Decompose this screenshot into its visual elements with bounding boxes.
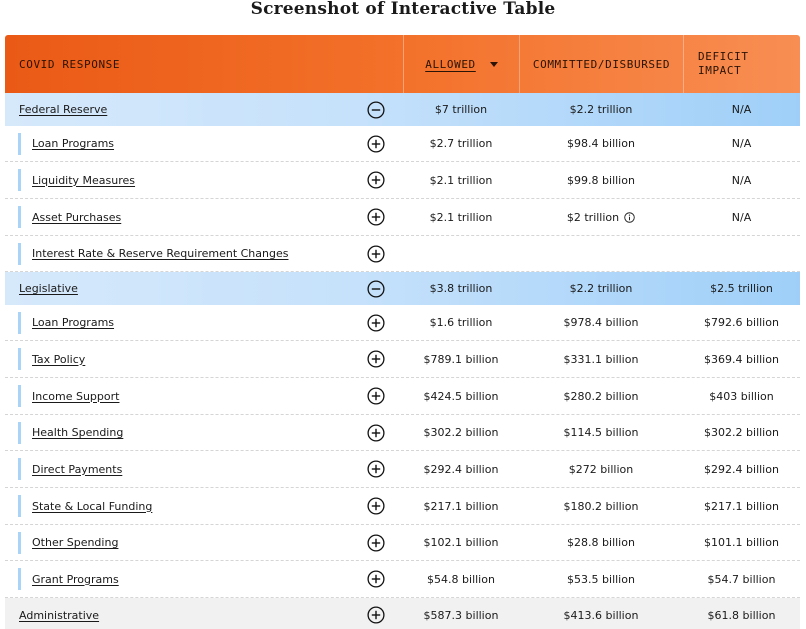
row-toggle-cell: [353, 199, 403, 235]
committed-value: $413.6 billion: [563, 608, 639, 622]
plus-circle-icon[interactable]: [367, 460, 385, 478]
table-row: [5, 162, 800, 199]
committed-cell: [519, 316, 683, 329]
committed-value: $280.2 billion: [563, 389, 639, 403]
column-header-label: IMPACT: [698, 64, 742, 77]
committed-cell: [519, 353, 683, 366]
plus-circle-icon[interactable]: [367, 314, 385, 332]
row-name-link[interactable]: Health Spending: [32, 426, 124, 439]
table-row: [5, 415, 800, 451]
row-name-cell: [5, 415, 353, 450]
committed-cell: [519, 174, 683, 187]
row-toggle-cell: [353, 93, 403, 126]
child-indent-bar: [18, 495, 21, 517]
row-name-cell: [5, 162, 353, 198]
row-name-cell: [5, 451, 353, 487]
table-row: [5, 525, 800, 561]
table-row: [5, 561, 800, 598]
row-name-link[interactable]: Administrative: [19, 608, 100, 622]
allowed-cell: $292.4 billion: [423, 462, 499, 476]
allowed-cell: $102.1 billion: [423, 536, 499, 549]
table-row: [5, 236, 800, 272]
table-group-row: [5, 598, 800, 629]
child-indent-bar: [18, 385, 21, 407]
row-name-link[interactable]: Interest Rate & Reserve Requirement Changes: [32, 247, 289, 260]
minus-circle-icon[interactable]: [367, 101, 385, 119]
deficit-cell: $403 billion: [709, 389, 774, 403]
row-toggle-cell: [353, 488, 403, 524]
row-toggle-cell: [353, 126, 403, 161]
row-toggle-cell: [353, 451, 403, 487]
column-header-allowed-sort[interactable]: [403, 35, 519, 93]
row-name-cell: [5, 378, 353, 414]
row-name-link[interactable]: Grant Programs: [32, 572, 119, 586]
row-toggle-cell: [353, 236, 403, 271]
child-indent-bar: [18, 243, 21, 265]
plus-circle-icon[interactable]: [367, 497, 385, 515]
row-name-link[interactable]: Federal Reserve: [19, 103, 108, 116]
row-name-link[interactable]: Income Support: [32, 389, 120, 403]
allowed-cell: $2.1 trillion: [429, 173, 493, 187]
column-header-label: COVID RESPONSE: [19, 57, 121, 71]
committed-cell: [519, 390, 683, 403]
row-name-link[interactable]: Liquidity Measures: [32, 173, 136, 187]
deficit-cell: N/A: [731, 103, 752, 116]
deficit-cell: N/A: [731, 137, 752, 150]
deficit-cell: N/A: [731, 210, 752, 224]
table-header: [5, 35, 800, 93]
committed-value: $53.5 billion: [567, 572, 635, 586]
committed-cell: [519, 282, 683, 295]
row-name-cell: [5, 598, 353, 629]
sort-descending-icon: [490, 62, 498, 67]
deficit-cell: $292.4 billion: [704, 462, 779, 476]
allowed-cell: $2.7 trillion: [429, 137, 493, 150]
child-indent-bar: [18, 133, 21, 155]
committed-value: $2.2 trillion: [569, 103, 633, 116]
allowed-cell: $789.1 billion: [423, 352, 499, 366]
child-indent-bar: [18, 169, 21, 191]
committed-value: $28.8 billion: [567, 536, 635, 549]
row-name-link[interactable]: Direct Payments: [32, 462, 123, 476]
committed-value: $2.2 trillion: [569, 282, 633, 295]
deficit-cell: $101.1 billion: [704, 536, 779, 549]
row-name-cell: [5, 236, 353, 271]
row-toggle-cell: [353, 598, 403, 629]
committed-value: $2 trillion: [566, 210, 620, 224]
column-header-label: DEFICIT: [698, 50, 749, 63]
row-name-cell: [5, 341, 353, 377]
column-header-covid-response: [5, 35, 403, 93]
committed-value: $180.2 billion: [563, 499, 639, 513]
table-group-row: [5, 93, 800, 126]
row-toggle-cell: [353, 341, 403, 377]
committed-cell: [519, 573, 683, 586]
column-header-label: COMMITTED/DISBURSED: [532, 57, 671, 71]
row-name-link[interactable]: Loan Programs: [32, 137, 115, 150]
allowed-cell: $7 trillion: [434, 103, 488, 116]
plus-circle-icon[interactable]: [367, 387, 385, 405]
committed-cell: [519, 500, 683, 513]
committed-cell: [519, 463, 683, 476]
row-name-cell: [5, 305, 353, 340]
row-name-link[interactable]: Legislative: [19, 282, 78, 295]
plus-circle-icon[interactable]: [367, 606, 385, 624]
column-header-committed-disbursed[interactable]: [519, 35, 683, 93]
table-row: [5, 341, 800, 378]
child-indent-bar: [18, 422, 21, 444]
committed-value: $98.4 billion: [567, 137, 635, 150]
row-name-link[interactable]: Loan Programs: [32, 316, 115, 329]
plus-circle-icon[interactable]: [367, 534, 385, 552]
minus-circle-icon[interactable]: [367, 280, 385, 298]
deficit-cell: $61.8 billion: [707, 608, 776, 622]
row-name-link[interactable]: Other Spending: [32, 536, 119, 549]
allowed-cell: $2.1 trillion: [429, 210, 493, 224]
plus-circle-icon[interactable]: [367, 208, 385, 226]
allowed-cell: $587.3 billion: [423, 608, 499, 622]
committed-value: $114.5 billion: [563, 426, 639, 439]
row-name-link[interactable]: Tax Policy: [32, 352, 86, 366]
row-name-cell: [5, 199, 353, 235]
row-name-cell: [5, 525, 353, 560]
deficit-cell: $302.2 billion: [704, 426, 779, 439]
allowed-cell: $3.8 trillion: [429, 282, 493, 295]
row-toggle-cell: [353, 525, 403, 560]
table-row: [5, 305, 800, 341]
row-name-cell: [5, 488, 353, 524]
row-name-cell: [5, 126, 353, 161]
table-body: [5, 93, 800, 629]
table-row: [5, 451, 800, 488]
committed-value: $272 billion: [568, 462, 634, 476]
plus-circle-icon[interactable]: [367, 350, 385, 368]
row-toggle-cell: [353, 305, 403, 340]
column-header-label: ALLOWED: [425, 57, 476, 71]
child-indent-bar: [18, 206, 21, 228]
page-title: Screenshot of Interactive Table: [250, 0, 556, 19]
row-name-cell: [5, 561, 353, 597]
table-row: [5, 488, 800, 525]
allowed-cell: $424.5 billion: [423, 389, 499, 403]
deficit-cell: N/A: [731, 173, 752, 187]
table-row: [5, 378, 800, 415]
child-indent-bar: [18, 312, 21, 334]
allowed-cell: $217.1 billion: [423, 499, 499, 513]
allowed-cell: $302.2 billion: [423, 426, 499, 439]
row-toggle-cell: [353, 272, 403, 305]
plus-circle-icon[interactable]: [367, 171, 385, 189]
plus-circle-icon[interactable]: [367, 424, 385, 442]
row-name-link[interactable]: Asset Purchases: [32, 210, 122, 224]
child-indent-bar: [18, 458, 21, 480]
child-indent-bar: [18, 532, 21, 554]
allowed-cell: $1.6 trillion: [429, 316, 493, 329]
child-indent-bar: [18, 348, 21, 370]
deficit-cell: $369.4 billion: [704, 352, 779, 366]
table-group-row: [5, 272, 800, 305]
row-name-link[interactable]: State & Local Funding: [32, 499, 153, 513]
allowed-cell: $54.8 billion: [427, 572, 495, 586]
committed-cell: [519, 137, 683, 150]
committed-value: $978.4 billion: [563, 316, 639, 329]
deficit-cell: $54.7 billion: [707, 572, 776, 586]
column-header-deficit-impact[interactable]: [683, 35, 800, 93]
row-toggle-cell: [353, 561, 403, 597]
child-indent-bar: [18, 568, 21, 590]
info-circle-icon[interactable]: [624, 212, 635, 223]
deficit-cell: $792.6 billion: [704, 316, 779, 329]
committed-value: $331.1 billion: [563, 352, 639, 366]
table-row: [5, 199, 800, 236]
committed-cell: [519, 609, 683, 622]
covid-response-table: [5, 35, 800, 629]
row-toggle-cell: [353, 415, 403, 450]
table-row: [5, 126, 800, 162]
row-name-cell: [5, 272, 353, 305]
row-name-cell: [5, 93, 353, 126]
plus-circle-icon[interactable]: [367, 245, 385, 263]
committed-cell: [519, 103, 683, 116]
row-toggle-cell: [353, 162, 403, 198]
committed-cell: [519, 536, 683, 549]
plus-circle-icon[interactable]: [367, 135, 385, 153]
plus-circle-icon[interactable]: [367, 570, 385, 588]
committed-value: $99.8 billion: [567, 173, 635, 187]
deficit-cell: $217.1 billion: [704, 499, 779, 513]
committed-cell: [519, 426, 683, 439]
deficit-cell: $2.5 trillion: [710, 282, 773, 295]
row-toggle-cell: [353, 378, 403, 414]
committed-cell: [519, 211, 683, 224]
